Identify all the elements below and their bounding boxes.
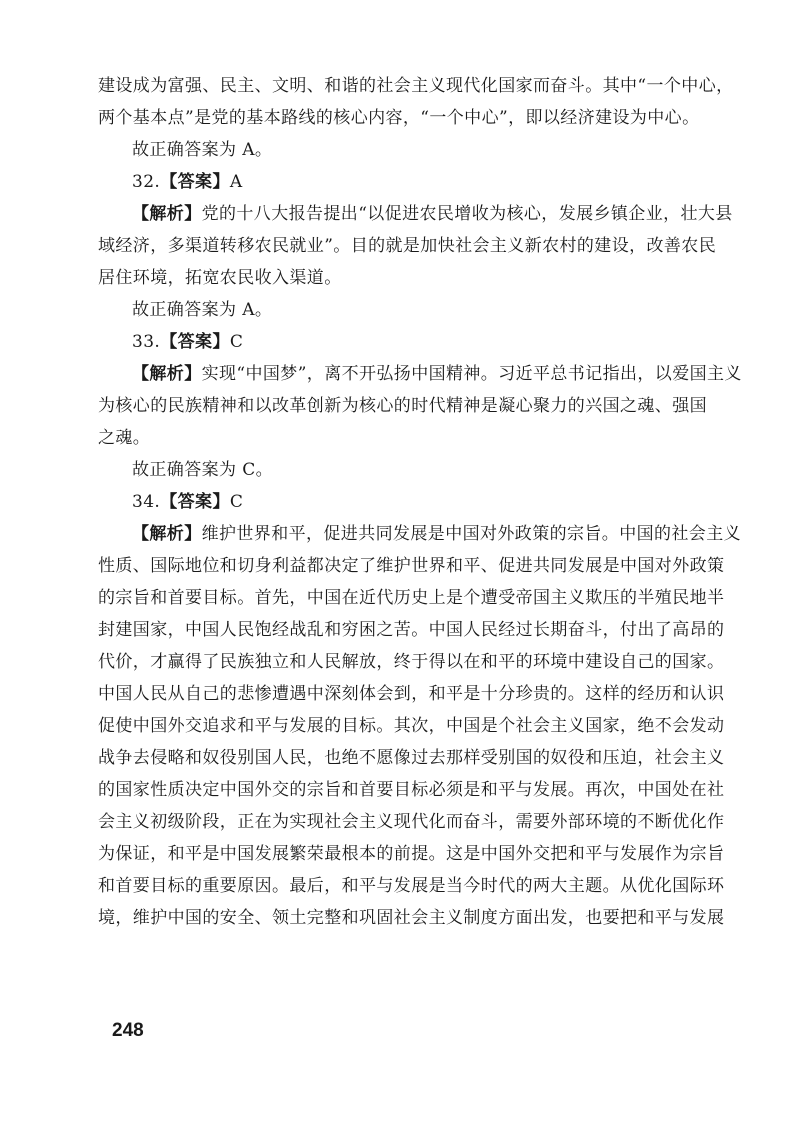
answer-conclusion: 故正确答案为 C。: [132, 460, 274, 480]
analysis-line: 之魂。: [98, 428, 151, 448]
analysis-label: 【解析】: [132, 524, 202, 544]
analysis-line: 居住环境，拓宽农民收入渠道。: [98, 268, 342, 288]
analysis-line: [98, 358, 742, 390]
analysis-line: 为保证，和平是中国发展繁荣最根本的前提。这是中国外交把和平与发展作为宗旨: [98, 844, 725, 864]
text-line: 两个基本点”是党的基本路线的核心内容，“一个中心”，即以经济建设为中心。: [98, 108, 700, 128]
analysis-line: 战争去侵略和奴役别国人民，也绝不愿像过去那样受别国的奴役和压迫，社会主义: [98, 748, 725, 768]
analysis-line: 会主义初级阶段，正在为实现社会主义现代化而奋斗，需要外部环境的不断优化作: [98, 812, 725, 832]
answer-conclusion: 故正确答案为 A。: [132, 140, 273, 160]
answer-heading-32: [98, 166, 712, 198]
analysis-line: 促使中国外交追求和平与发展的目标。其次，中国是个社会主义国家，绝不会发动: [98, 716, 725, 736]
answer-label: 【答案】: [160, 492, 230, 512]
analysis-line: 中国人民从自己的悲惨遭遇中深刻体会到，和平是十分珍贵的。这样的经历和认识: [98, 684, 725, 704]
question-number: 32.: [132, 172, 161, 192]
analysis-line: 为核心的民族精神和以改革创新为核心的时代精神是凝心聚力的兴国之魂、强国: [98, 396, 707, 416]
analysis-line: 代价，才赢得了民族独立和人民解放，终于得以在和平的环境中建设自己的国家。: [98, 652, 725, 672]
answer-label: 【答案】: [160, 172, 230, 192]
question-number: 34.: [132, 492, 161, 512]
analysis-line: 性质、国际地位和切身利益都决定了维护世界和平、促进共同发展是中国对外政策: [98, 556, 725, 576]
analysis-text: 党的十八大报告提出“以促进农民增收为核心，发展乡镇企业，壮大县: [201, 204, 733, 224]
analysis-line: 域经济，多渠道转移农民就业”。目的就是加快社会主义新农村的建设，改善农民: [98, 236, 717, 256]
answer-heading-33: [98, 326, 712, 358]
analysis-line: [98, 518, 742, 550]
analysis-line: 封建国家，中国人民饱经战乱和穷困之苦。中国人民经过长期奋斗，付出了高昂的: [98, 620, 725, 640]
answer-conclusion: 故正确答案为 A。: [132, 300, 273, 320]
analysis-line: [98, 198, 733, 230]
analysis-text: 实现“中国梦”，离不开弘扬中国精神。习近平总书记指出，以爱国主义: [201, 364, 742, 384]
analysis-label: 【解析】: [132, 204, 202, 224]
page-number: 248: [112, 1020, 144, 1041]
answer-value: C: [229, 492, 244, 512]
question-number: 33.: [132, 332, 161, 352]
text-line: 建设成为富强、民主、文明、和谐的社会主义现代化国家而奋斗。其中“一个中心，: [98, 76, 734, 96]
analysis-label: 【解析】: [132, 364, 202, 384]
answer-value: C: [229, 332, 244, 352]
analysis-line: 的宗旨和首要目标。首先，中国在近代历史上是个遭受帝国主义欺压的半殖民地半: [98, 588, 725, 608]
analysis-line: 的国家性质决定中国外交的宗旨和首要目标必须是和平与发展。再次，中国处在社: [98, 780, 725, 800]
answer-heading-34: [98, 486, 712, 518]
main-text: [98, 70, 742, 934]
analysis-line: 境，维护中国的安全、领土完整和巩固社会主义制度方面出发，也要把和平与发展: [98, 908, 725, 928]
answer-label: 【答案】: [160, 332, 230, 352]
answer-value: A: [229, 172, 243, 192]
analysis-line: 和首要目标的重要原因。最后，和平与发展是当今时代的两大主题。从优化国际环: [98, 876, 725, 896]
analysis-text: 维护世界和平，促进共同发展是中国对外政策的宗旨。中国的社会主义: [201, 524, 742, 544]
